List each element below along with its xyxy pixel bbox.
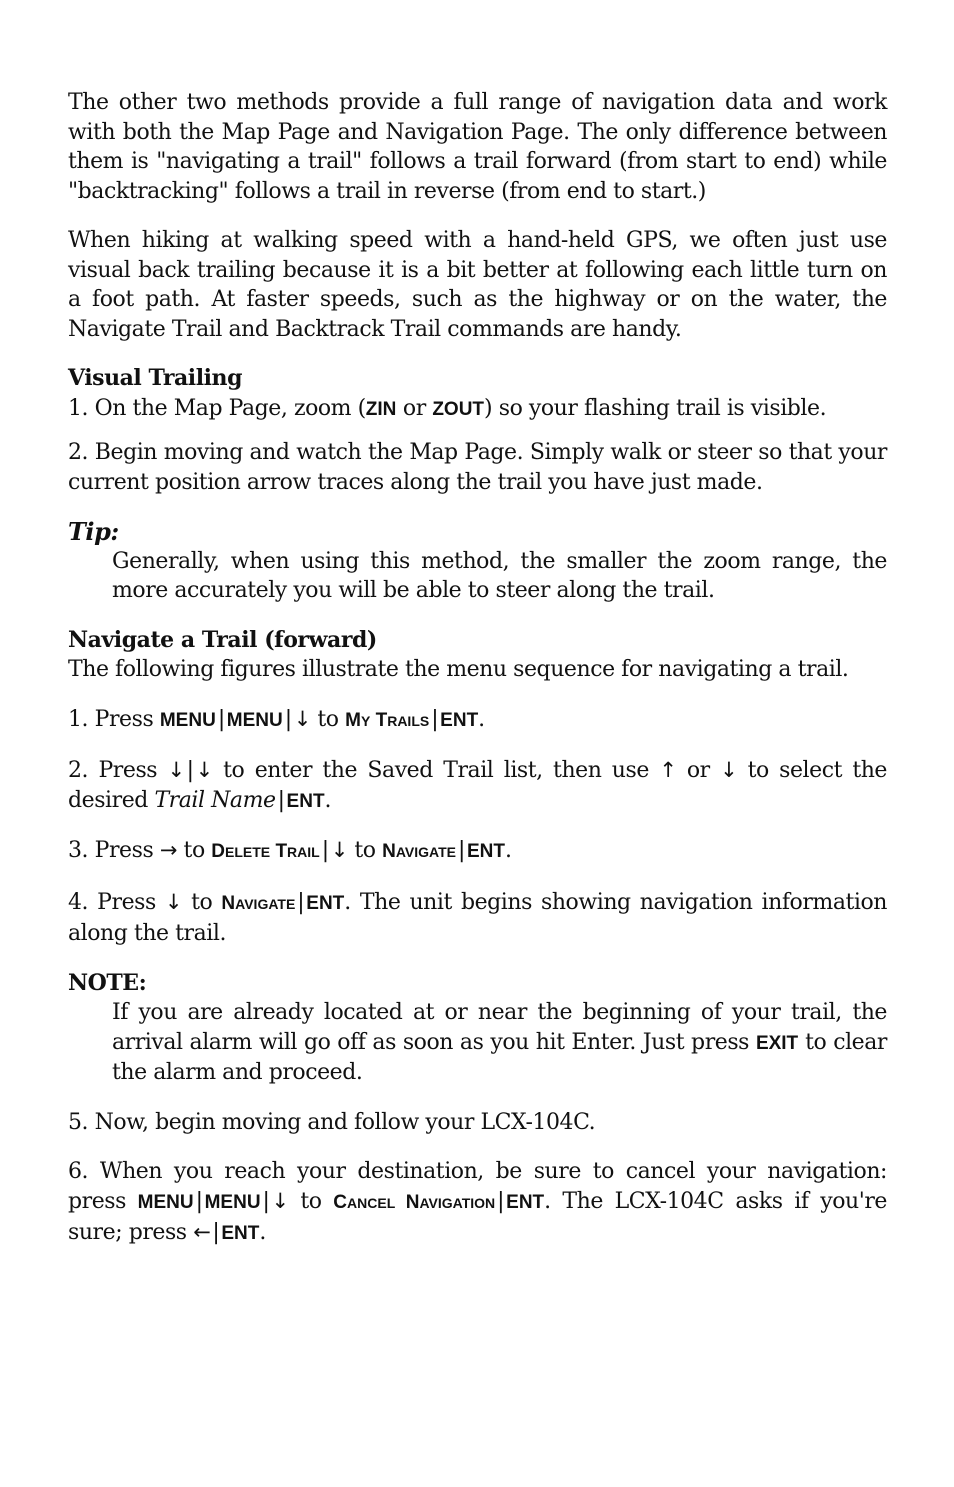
visual-step-2: 2. Begin moving and watch the Map Page. Simply walk or steer so that your current position arrow traces along the trail you have just made. — [68, 440, 887, 495]
down-arrow-icon: ↓ — [164, 889, 183, 914]
step-5: 5. Now, begin moving and follow your LCX-104C. — [68, 1109, 596, 1135]
navigate-intro: The following figures illustrate the menu sequence for navigating a trail. — [68, 657, 849, 682]
down-arrow-icon: ↓ — [293, 706, 311, 731]
navigate-step-1: 1. Press MENU| MENU|↓ to MY TRAILS| ENT. — [68, 706, 485, 732]
cancel-navigation-command: CANCEL NAVIGATION — [333, 1191, 496, 1213]
navigate-command: NAVIGATE — [221, 892, 296, 914]
right-arrow-icon: → — [159, 838, 178, 862]
down-arrow-icon: ↓ — [271, 1188, 289, 1213]
visual-step-1: 1. On the Map Page, zoom (ZIN or ZOUT) so your flashing trail is visible. — [68, 395, 827, 421]
trail-name-text: Trail Name — [154, 787, 276, 813]
ent-key: ENT — [466, 841, 505, 862]
tip-text: Generally, when using this method, the smaller the zoom range, the more accurately you will be able to steer along the trail. — [112, 548, 887, 603]
ent-key: ENT — [306, 892, 345, 914]
ent-key: ENT — [221, 1223, 260, 1244]
up-arrow-icon: ↑ — [659, 758, 677, 782]
navigate-command: NAVIGATE — [382, 841, 457, 862]
delete-trail-command: DELETE TRAIL — [211, 841, 320, 862]
menu-key: MENU — [159, 709, 216, 731]
down-arrow-icon: ↓ — [195, 758, 213, 782]
note-text: If you are already located at or near the beginning of your trail, the arrival alarm will go off as soon as you hit Enter. Just press EXIT to clear the alarm and proceed. — [112, 1000, 887, 1085]
intro-paragraph-1: The other two methods provide a full range of navigation data and work with both the Map Page and Navigation Page. The only difference between them is "navigating a trail" follows a trail forward (from start to end) while "backtracking" follows a trail in reverse (from end to start.) — [68, 90, 887, 204]
exit-key: EXIT — [755, 1032, 799, 1054]
manual-page — [68, 88, 887, 1249]
navigate-step-3: 3. Press → to DELETE TRAIL|↓ to NAVIGATE| ENT. — [68, 838, 512, 863]
down-arrow-icon: ↓ — [720, 758, 738, 782]
menu-key: MENU — [226, 709, 283, 731]
ent-key: ENT — [506, 1191, 545, 1213]
my-trails-command: MY TRAILS — [345, 709, 430, 731]
zin-key: ZIN — [365, 398, 397, 420]
visual-trailing-heading: Visual Trailing — [68, 365, 243, 391]
down-arrow-icon: ↓ — [167, 758, 185, 782]
navigate-step-4: 4. Press ↓ to NAVIGATE| ENT. The unit begins showing navigation information along the trail. — [68, 889, 887, 946]
navigate-trail-heading: Navigate a Trail (forward) — [68, 626, 377, 653]
left-arrow-icon: ← — [193, 1220, 211, 1244]
menu-key: MENU — [137, 1191, 194, 1213]
menu-key: MENU — [204, 1191, 261, 1213]
note-label: NOTE: — [68, 969, 147, 996]
intro-paragraph-2: When hiking at walking speed with a hand-held GPS, we often just use visual back trailing because it is a bit better at following each little turn on a foot path. At faster speeds, such as the highway or on the water, the Navigate Trail and Backtrack Trail commands are handy. — [68, 228, 887, 342]
down-arrow-icon: ↓ — [330, 838, 348, 862]
ent-key: ENT — [286, 790, 325, 812]
step-6: 6. When you reach your destination, be sure to cancel your navigation: press MENU| MENU|↓ to CANCEL NAVIGATION| ENT. The LCX-104C asks if you're sure; press ←| ENT. — [68, 1159, 887, 1245]
tip-label: Tip: — [68, 517, 119, 546]
zout-key: ZOUT — [432, 398, 485, 420]
navigate-step-2: 2. Press ↓|↓ to enter the Saved Trail list, then use ↑ or ↓ to select the desired Trail Name| ENT. — [68, 758, 888, 813]
ent-key: ENT — [440, 709, 479, 731]
